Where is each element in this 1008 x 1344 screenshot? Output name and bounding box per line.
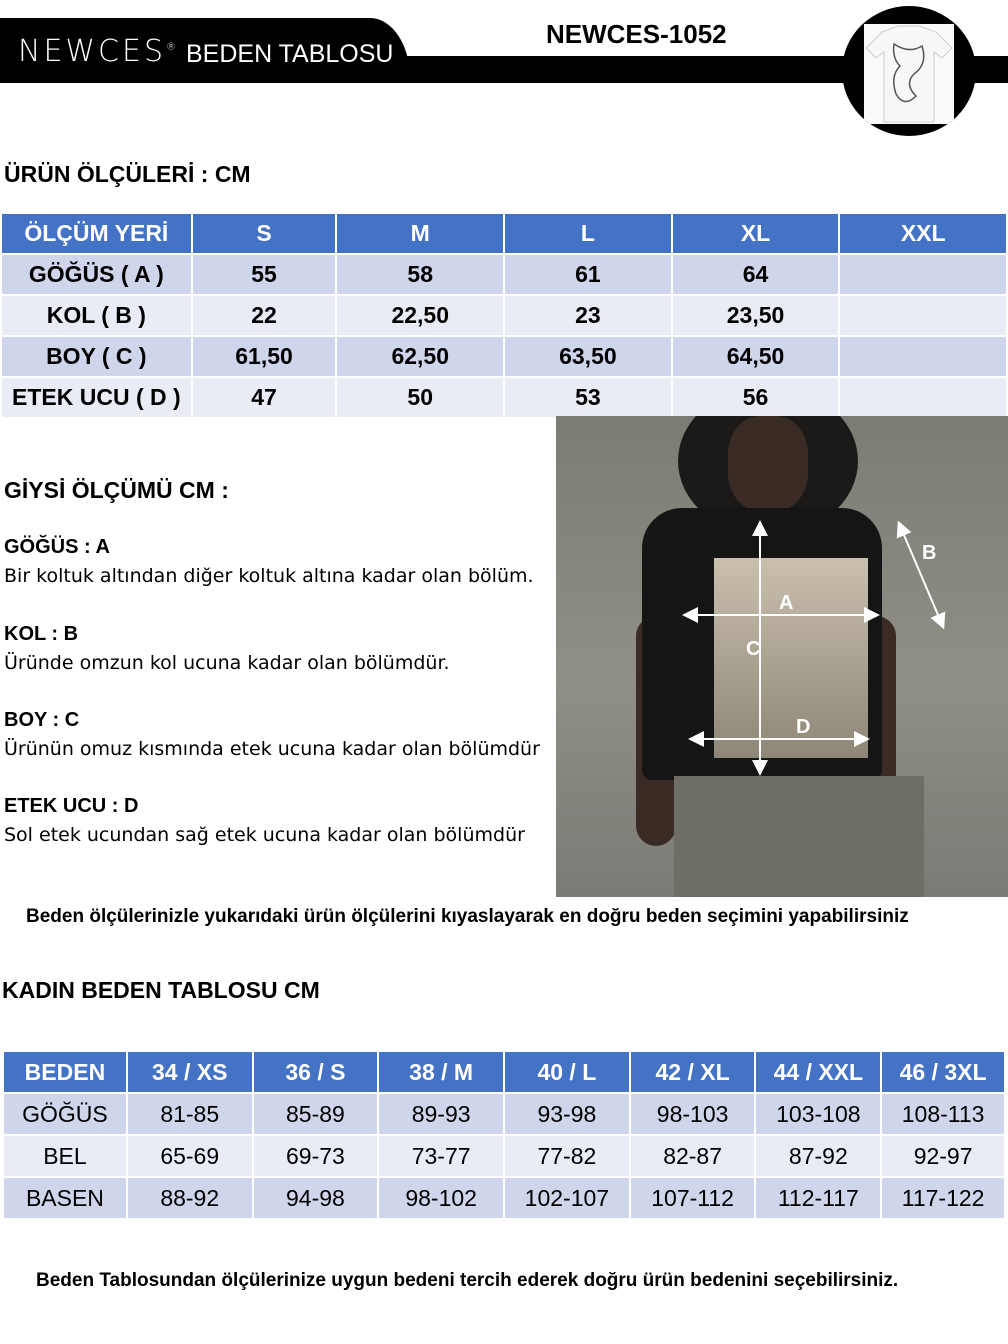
measure-text-d: Sol etek ucundan sağ etek ucuna kadar olan bölümdür [4, 824, 525, 846]
column-header: S [192, 213, 337, 254]
table-cell: 98-103 [630, 1093, 756, 1135]
label-b: B [922, 542, 937, 564]
table-cell [839, 377, 1007, 418]
table-cell: 58 [336, 254, 504, 295]
column-header: 44 / XXL [755, 1051, 881, 1093]
table-cell: 73-77 [378, 1135, 504, 1177]
table-cell: 62,50 [336, 336, 504, 377]
column-header: 46 / 3XL [881, 1051, 1005, 1093]
column-header: 38 / M [378, 1051, 504, 1093]
model-photo [556, 416, 1008, 897]
table-header-row [1, 213, 1007, 254]
product-measurements-table [0, 212, 1008, 419]
women-size-title: KADIN BEDEN TABLOSU CM [2, 977, 320, 1003]
size-choice-note: Beden Tablosundan ölçülerinize uygun bedeni tercih ederek doğru ürün bedenini seçebilirsiniz. [36, 1270, 899, 1291]
table-row [3, 1135, 1005, 1177]
table-row [3, 1093, 1005, 1135]
column-header: XXL [839, 213, 1007, 254]
table-row [3, 1177, 1005, 1219]
table-cell: 93-98 [504, 1093, 630, 1135]
table-cell: 55 [192, 254, 337, 295]
label-c: C [746, 638, 761, 660]
table-cell [839, 336, 1007, 377]
table-cell: 61 [504, 254, 672, 295]
table-cell: 65-69 [127, 1135, 253, 1177]
table-row [1, 336, 1007, 377]
measure-label-b: KOL : B [4, 623, 79, 645]
table-cell: GÖĞÜS ( A ) [1, 254, 192, 295]
table-row [1, 254, 1007, 295]
label-a: A [779, 592, 794, 614]
table-cell: 47 [192, 377, 337, 418]
garment-measure-title: GİYSİ ÖLÇÜMÜ CM : [4, 477, 229, 503]
table-row [1, 295, 1007, 336]
table-cell: BEL [3, 1135, 127, 1177]
table-cell: 53 [504, 377, 672, 418]
label-d: D [796, 716, 811, 738]
table-cell: 94-98 [253, 1177, 379, 1219]
table-cell: 81-85 [127, 1093, 253, 1135]
table-cell: 92-97 [881, 1135, 1005, 1177]
measure-text-c: Ürünün omuz kısmında etek ucuna kadar olan bölümdür [4, 738, 540, 760]
table-cell: 82-87 [630, 1135, 756, 1177]
header-subtitle: BEDEN TABLOSU [186, 40, 394, 68]
brand-logo: NEWCES® [18, 34, 180, 69]
table-cell: 117-122 [881, 1177, 1005, 1219]
table-cell [839, 254, 1007, 295]
table-cell: 108-113 [881, 1093, 1005, 1135]
table-cell: 23,50 [672, 295, 840, 336]
column-header: M [336, 213, 504, 254]
table-cell: 89-93 [378, 1093, 504, 1135]
table-cell: 64,50 [672, 336, 840, 377]
table-cell [839, 295, 1007, 336]
tshirt-thumbnail-image [864, 24, 954, 124]
table-cell: KOL ( B ) [1, 295, 192, 336]
table-cell: 112-117 [755, 1177, 881, 1219]
table-row [1, 377, 1007, 418]
table-cell: 88-92 [127, 1177, 253, 1219]
table-cell: 22 [192, 295, 337, 336]
table-cell: 102-107 [504, 1177, 630, 1219]
column-header: 34 / XS [127, 1051, 253, 1093]
measure-text-a: Bir koltuk altından diğer koltuk altına kadar olan bölüm. [4, 565, 534, 587]
product-measurements-title: ÜRÜN ÖLÇÜLERİ : CM [4, 161, 251, 187]
column-header: 40 / L [504, 1051, 630, 1093]
table-cell: 61,50 [192, 336, 337, 377]
table-cell: BOY ( C ) [1, 336, 192, 377]
measure-label-a: GÖĞÜS : A [4, 536, 110, 558]
column-header: L [504, 213, 672, 254]
column-header: ÖLÇÜM YERİ [1, 213, 192, 254]
women-size-table [2, 1050, 1006, 1220]
measure-label-d: ETEK UCU : D [4, 795, 139, 817]
table-cell: 63,50 [504, 336, 672, 377]
table-cell: 50 [336, 377, 504, 418]
column-header: 42 / XL [630, 1051, 756, 1093]
table-cell: 85-89 [253, 1093, 379, 1135]
product-thumbnail [842, 6, 976, 136]
measure-text-b: Üründe omzun kol ucuna kadar olan bölümdür. [4, 652, 450, 674]
column-header: 36 / S [253, 1051, 379, 1093]
table-cell: 98-102 [378, 1177, 504, 1219]
compare-note: Beden ölçülerinizle yukarıdaki ürün ölçülerini kıyaslayarak en doğru beden seçimini yapabilirsiniz [26, 906, 909, 927]
table-cell: BASEN [3, 1177, 127, 1219]
table-cell: 69-73 [253, 1135, 379, 1177]
table-cell: 56 [672, 377, 840, 418]
table-cell: 23 [504, 295, 672, 336]
product-code: NEWCES-1052 [546, 19, 727, 49]
table-cell: 77-82 [504, 1135, 630, 1177]
table-header-row [3, 1051, 1005, 1093]
table-cell: 87-92 [755, 1135, 881, 1177]
measurement-arrows [556, 416, 1008, 897]
table-cell: 64 [672, 254, 840, 295]
table-cell: GÖĞÜS [3, 1093, 127, 1135]
column-header: XL [672, 213, 840, 254]
measure-label-c: BOY : C [4, 709, 80, 731]
table-cell: ETEK UCU ( D ) [1, 377, 192, 418]
table-cell: 22,50 [336, 295, 504, 336]
table-cell: 107-112 [630, 1177, 756, 1219]
table-cell: 103-108 [755, 1093, 881, 1135]
column-header: BEDEN [3, 1051, 127, 1093]
